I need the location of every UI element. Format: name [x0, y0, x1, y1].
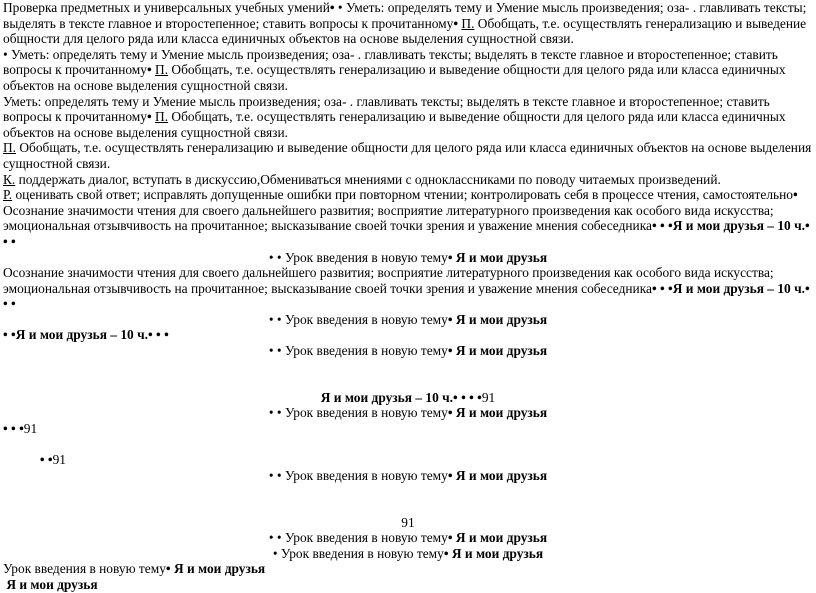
text-run: Осознание значимости чтения для своего дальнейшего развития; восприятие литературного произведения как особого вида искусства; эмоциональная отзывчивость на прочитанное; высказывание своей точки зрения и уважение мнения собеседника	[3, 202, 774, 234]
section-title: Я и мои друзья – 10 ч.	[672, 280, 805, 296]
text-run: Уметь: определять тему и Умение мысль произведения; оза- . главливать тексты; выделять в тексте главное и второстепенное; ставить вопросы к прочитанному	[3, 93, 770, 125]
spacer	[3, 436, 813, 452]
page-number: 91	[23, 420, 38, 436]
bullet-run: •	[447, 311, 453, 327]
page-number: 91	[481, 389, 496, 405]
text-run: • • Урок введения в новую тему	[268, 311, 448, 327]
section-title: Я и мои друзья – 10 ч.	[15, 327, 148, 343]
bullet-run: •	[447, 343, 453, 359]
text-run: • Уметь: определять тему и Умение мысль произведения; оза- . главливать тексты; выделять в тексте главное и второстепенное; ставить вопросы к прочитанному	[3, 46, 778, 78]
bullet-run: •	[447, 405, 453, 421]
text-run: • Уметь: определять тему и Умение мысль произведения; оза- . главливать тексты; выделять в тексте главное и второстепенное; ставить вопросы к прочитанному	[3, 0, 807, 31]
label-p: П.	[155, 62, 169, 78]
bullet-run: • • •	[3, 218, 810, 249]
text-run: оценивать свой ответ; исправлять допущенные ошибки при повторном чтении; контролировать себя в процессе чтения, самостоятельно	[12, 187, 793, 203]
lesson-topic: Я и мои друзья	[452, 249, 548, 265]
bullet-run: • • • •	[453, 389, 482, 405]
bullet-run: • •	[3, 327, 16, 343]
text-run: поддержать диалог, вступать в дискуссию,Обмениваться мнениями с одноклассниками по поводу читаемых произведений.	[15, 171, 721, 187]
lesson-heading	[3, 405, 813, 421]
text-run: • • Урок введения в новую тему	[268, 249, 448, 265]
paragraph-intro	[3, 0, 813, 47]
text-run: • • Урок введения в новую тему	[268, 405, 448, 421]
bullet-run: •	[447, 249, 453, 265]
text-run: • • Урок введения в новую тему	[268, 468, 448, 484]
text-run: Урок введения в новую тему	[3, 561, 166, 577]
bullet-run: • •	[3, 452, 53, 468]
text-run: • • Урок введения в новую тему	[268, 343, 448, 359]
text-run: Обобщать, т.е. осуществлять генерализацию и выведение общности для целого ряда или класса единичных объектов на основе выделения сущностной связи.	[3, 109, 786, 140]
bullet-run: •	[453, 15, 459, 31]
bullet-run: • • •	[651, 280, 673, 296]
text-run: Обобщать, т.е. осуществлять генерализацию и выведение общности для целого ряда или класса единичных объектов на основе выделения сущностной связи.	[3, 140, 812, 171]
lesson-heading	[3, 561, 813, 577]
bullet-run: • • •	[651, 218, 673, 234]
lesson-topic: Я и мои друзья	[452, 343, 548, 359]
text-run: Осознание значимости чтения для своего дальнейшего развития; восприятие литературного произведения как особого вида искусства; эмоциональная отзывчивость на прочитанное; высказывание своей точки зрения и уважение мнения собеседника	[3, 265, 774, 296]
page-number: 91	[52, 452, 66, 468]
paragraph-communication	[3, 172, 813, 188]
spacer	[3, 359, 813, 390]
section-title: Я и мои друзья – 10 ч.	[320, 389, 454, 405]
section-title: Я и мои друзья – 10 ч.	[672, 218, 805, 234]
page-number: 91	[401, 514, 415, 530]
bullet-line	[3, 452, 813, 468]
text-run: Проверка предметных и универсальных учебных умений	[3, 0, 330, 15]
spacer	[3, 484, 813, 515]
lesson-topic-line	[3, 577, 813, 593]
section-line	[3, 327, 813, 343]
lesson-topic: Я и мои друзья	[452, 530, 548, 546]
lesson-topic: Я и мои друзья	[170, 561, 266, 577]
page-number-line	[3, 515, 813, 531]
paragraph-awareness	[3, 265, 813, 312]
bullet-run: •	[443, 545, 449, 561]
lesson-heading	[3, 343, 813, 359]
section-line	[3, 390, 813, 406]
label-p: П.	[461, 15, 475, 31]
label-p: П.	[155, 109, 169, 125]
text-run: Обобщать, т.е. осуществлять генерализацию и выведение общности для целого ряда или класса единичных объектов на основе выделения сущностной связи.	[3, 62, 786, 93]
label-k: К.	[3, 171, 16, 187]
lesson-topic: Я и мои друзья	[452, 405, 548, 421]
paragraph-skills-2	[3, 94, 813, 141]
bullet-run: •	[447, 468, 453, 484]
lesson-topic: Я и мои друзья	[452, 311, 548, 327]
lesson-topic: Я и мои друзья	[448, 545, 544, 561]
text-run: • Урок введения в новую тему	[272, 545, 444, 561]
bullet-run: • • •	[148, 327, 169, 343]
paragraph-regulation	[3, 187, 813, 249]
paragraph-skills-1	[3, 47, 813, 94]
label-r: Р.	[3, 187, 13, 203]
bullet-run: •	[165, 561, 171, 577]
bullet-run: •	[146, 109, 152, 125]
bullet-line	[3, 421, 813, 437]
text-run: • • Урок введения в новую тему	[268, 530, 448, 546]
lesson-heading	[3, 546, 813, 562]
label-p: П.	[3, 140, 17, 156]
lesson-heading	[3, 312, 813, 328]
paragraph-generalize	[3, 140, 813, 171]
bullet-run: •	[447, 530, 453, 546]
bullet-run: •	[329, 0, 335, 15]
lesson-heading	[3, 530, 813, 546]
bullet-run: •	[792, 187, 798, 203]
lesson-topic: Я и мои друзья	[452, 468, 548, 484]
lesson-heading	[3, 250, 813, 266]
bullet-run: •	[146, 62, 152, 78]
lesson-topic: Я и мои друзья	[3, 577, 98, 592]
bullet-run: • • •	[3, 280, 810, 312]
lesson-heading	[3, 468, 813, 484]
text-run: Обобщать, т.е. осуществлять генерализацию и выведение общности для целого ряда или класса единичных объектов на основе выделения сущностной связи.	[3, 15, 807, 47]
bullet-run: • • •	[3, 420, 24, 436]
